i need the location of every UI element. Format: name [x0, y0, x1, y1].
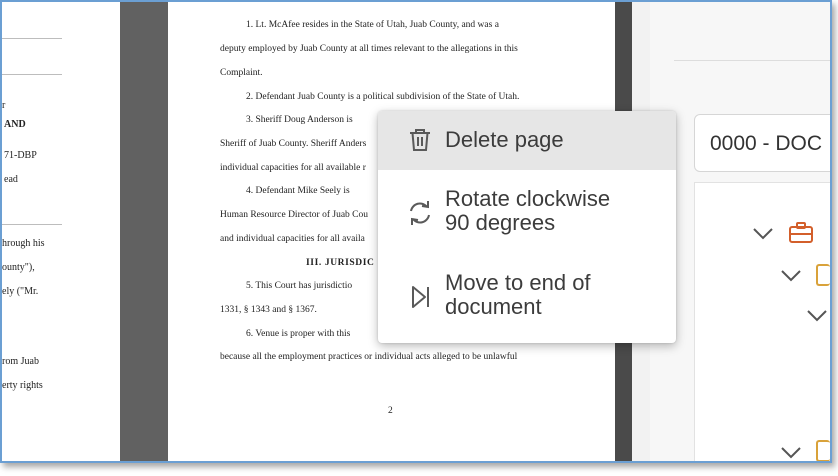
rotate-clockwise-menu-item[interactable]: [378, 170, 676, 254]
text-fragment: ely ("Mr.: [2, 286, 39, 297]
section-heading: III. JURISDIC: [306, 258, 375, 268]
folder-icon: [816, 440, 830, 462]
text-fragment: ounty"),: [2, 262, 35, 273]
chevron-down-icon[interactable]: [780, 446, 802, 460]
text-fragment: AND: [4, 119, 26, 130]
skip-to-end-icon: [407, 284, 433, 310]
text-fragment: erty rights: [2, 380, 43, 391]
menu-item-label: 90 degrees: [445, 210, 556, 235]
briefcase-icon: [788, 221, 814, 245]
chevron-down-icon[interactable]: [752, 227, 774, 241]
text-fragment: 71-DBP: [4, 150, 37, 161]
document-line: 1331, § 1343 and § 1367.: [220, 305, 317, 315]
menu-item-label: Rotate clockwise: [445, 186, 611, 211]
divider: [2, 74, 62, 75]
text-fragment: r: [2, 100, 6, 111]
chevron-down-icon[interactable]: [806, 309, 828, 323]
document-line: 5. This Court has jurisdictio: [246, 281, 353, 291]
document-line: 2. Defendant Juab County is a political subdivision of the State of Utah.: [246, 92, 520, 102]
document-line: Complaint.: [220, 68, 263, 78]
text-fragment: ead: [4, 174, 18, 185]
document-line: Human Resource Director of Juab Cou: [220, 210, 369, 220]
text-fragment: rom Juab: [2, 356, 39, 367]
divider: [674, 60, 832, 61]
rotate-icon: [407, 200, 433, 226]
delete-page-menu-item[interactable]: [378, 111, 676, 170]
chevron-down-icon[interactable]: [780, 269, 802, 283]
document-line: because all the employment practices or individual acts alleged to be unlawful: [220, 352, 518, 362]
document-line: 3. Sheriff Doug Anderson is: [246, 115, 353, 125]
page-context-menu: [378, 111, 676, 343]
page-number: 2: [388, 406, 393, 416]
document-line: individual capacities for all available r: [220, 163, 366, 173]
move-to-end-menu-item[interactable]: [378, 254, 676, 343]
document-line: 6. Venue is proper with this: [246, 329, 351, 339]
folder-icon: [816, 264, 830, 286]
document-select[interactable]: 0000 - DOC: [694, 114, 832, 172]
divider: [2, 224, 62, 225]
document-tree-panel: [650, 2, 832, 463]
document-line: Sheriff of Juab County. Sheriff Anders: [220, 139, 367, 149]
menu-item-label: document: [445, 294, 542, 319]
previous-page-fragment: [2, 2, 120, 463]
text-fragment: hrough his: [2, 238, 45, 249]
menu-item-label: Delete page: [445, 127, 564, 152]
menu-item-label: Move to end of: [445, 270, 591, 295]
trash-icon: [407, 127, 433, 153]
document-line: 1. Lt. McAfee resides in the State of Utah, Juab County, and was a: [246, 20, 499, 30]
document-line: 4. Defendant Mike Seely is: [246, 186, 350, 196]
document-line: deputy employed by Juab County at all times relevant to the allegations in this: [220, 44, 518, 54]
document-line: and individual capacities for all availa: [220, 234, 365, 244]
divider: [2, 38, 62, 39]
